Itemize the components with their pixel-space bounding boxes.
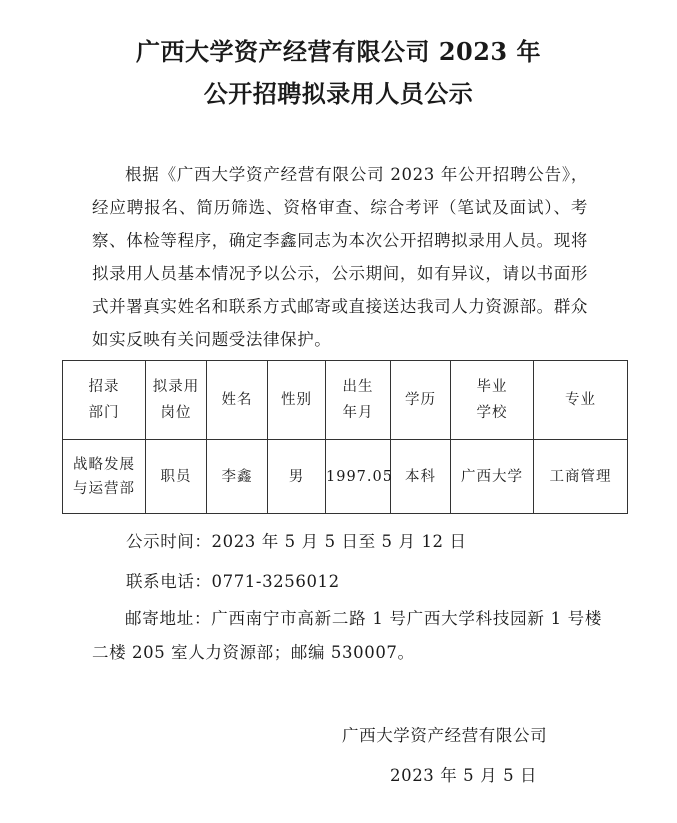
candidate-info-table (62, 360, 628, 514)
table-header-row (63, 361, 628, 440)
notice-period: 公示时间：2023 年 5 月 5 日至 5 月 12 日 (126, 532, 467, 551)
cell-name: 李鑫 (207, 440, 268, 514)
contact-phone: 联系电话：0771-3256012 (126, 572, 340, 591)
table-row (63, 440, 628, 514)
document-title-line-1: 广西大学资产经营有限公司 2023 年 (135, 37, 541, 66)
signature-date: 2023 年 5 月 5 日 (390, 766, 538, 785)
header-major: 专业 (534, 361, 628, 440)
cell-major: 工商管理 (534, 440, 628, 514)
header-gender: 性别 (268, 361, 326, 440)
cell-position: 职员 (146, 440, 207, 514)
header-education: 学历 (391, 361, 451, 440)
cell-birth-date: 1997.05 (326, 440, 391, 514)
header-position: 拟录用 岗位 (146, 361, 207, 440)
header-name: 姓名 (207, 361, 268, 440)
signature-organization: 广西大学资产经营有限公司 (342, 726, 548, 745)
cell-school: 广西大学 (451, 440, 534, 514)
mailing-address: 邮寄地址：广西南宁市高新二路 1 号广西大学科技园新 1 号楼二楼 205 室人力资源部；邮编 530007。 (92, 609, 602, 662)
cell-education: 本科 (391, 440, 451, 514)
header-department: 招录 部门 (63, 361, 146, 440)
document-title-line-2: 公开招聘拟录用人员公示 (203, 79, 474, 108)
cell-department: 战略发展 与运营部 (63, 440, 146, 514)
header-school: 毕业 学校 (451, 361, 534, 440)
header-birth-date: 出生 年月 (326, 361, 391, 440)
announcement-body: 根据《广西大学资产经营有限公司 2023 年公开招聘公告》，经应聘报名、简历筛选、资格审查、综合考评（笔试及面试）、考察、体检等程序，确定李鑫同志为本次公开招聘拟录用人员。现将拟录用人员基本情况予以公示，公示期间，如有异议，请以书面形式并署真实姓名和联系方式邮寄或直接送达我司人力资源部。群众如实反映有关问题受法律保护。 (92, 165, 588, 349)
cell-gender: 男 (268, 440, 326, 514)
